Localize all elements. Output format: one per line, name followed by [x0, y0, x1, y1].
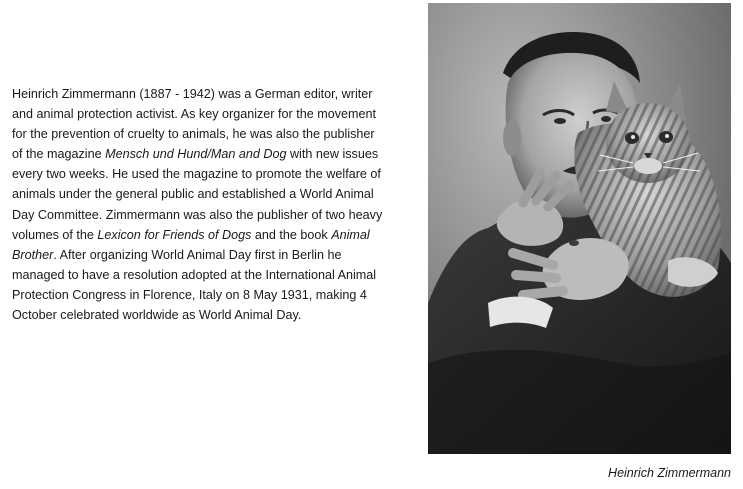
portrait-photo: [428, 3, 731, 454]
biography-line: [12, 305, 422, 325]
text-segment: with new issues: [286, 147, 379, 162]
text-segment: volumes of the: [12, 227, 98, 242]
text-segment: managed to have a resolution adopted at the International Animal: [12, 267, 377, 282]
text-segment: Day Committee. Zimmermann was also the publisher of two heavy: [12, 207, 383, 222]
text-segment: animals under the general public and established a World Animal: [12, 187, 374, 202]
italic-title: Lexicon for Friends of Dogs: [97, 227, 252, 242]
biography-line: [12, 265, 422, 285]
photo-caption: Heinrich Zimmermann: [608, 466, 731, 480]
biography-line: [12, 225, 422, 245]
portrait-illustration: [428, 3, 731, 454]
biography-line: [12, 104, 422, 124]
text-segment: and animal protection activist. As key organizer for the movement: [12, 107, 376, 122]
italic-title: Brother: [12, 247, 54, 262]
text-segment: Heinrich Zimmermann (1887 - 1942) was a German editor, writer: [12, 87, 373, 101]
text-segment: Protection Congress in Florence, Italy on 8 May 1931, making 4: [12, 287, 367, 302]
biography-line: [12, 124, 422, 144]
biography-line: [12, 245, 422, 265]
biography-line: [12, 144, 422, 164]
text-segment: October celebrated worldwide as World Animal Day.: [12, 308, 302, 323]
biography-line: [12, 84, 422, 104]
text-segment: and the book: [251, 227, 332, 242]
text-segment: . After organizing World Animal Day first in Berlin he: [53, 247, 342, 262]
biography-line: [12, 164, 422, 184]
italic-title: Mensch und Hund/Man and Dog: [105, 147, 287, 162]
biography-line: [12, 184, 422, 204]
biography-paragraph: [12, 84, 422, 325]
biography-line: [12, 205, 422, 225]
text-segment: of the magazine: [12, 147, 106, 162]
text-segment: every two weeks. He used the magazine to promote the welfare of: [12, 167, 381, 182]
text-segment: for the prevention of cruelty to animals, he was also the publisher: [12, 127, 375, 142]
italic-title: Animal: [331, 227, 370, 242]
biography-line: [12, 285, 422, 305]
